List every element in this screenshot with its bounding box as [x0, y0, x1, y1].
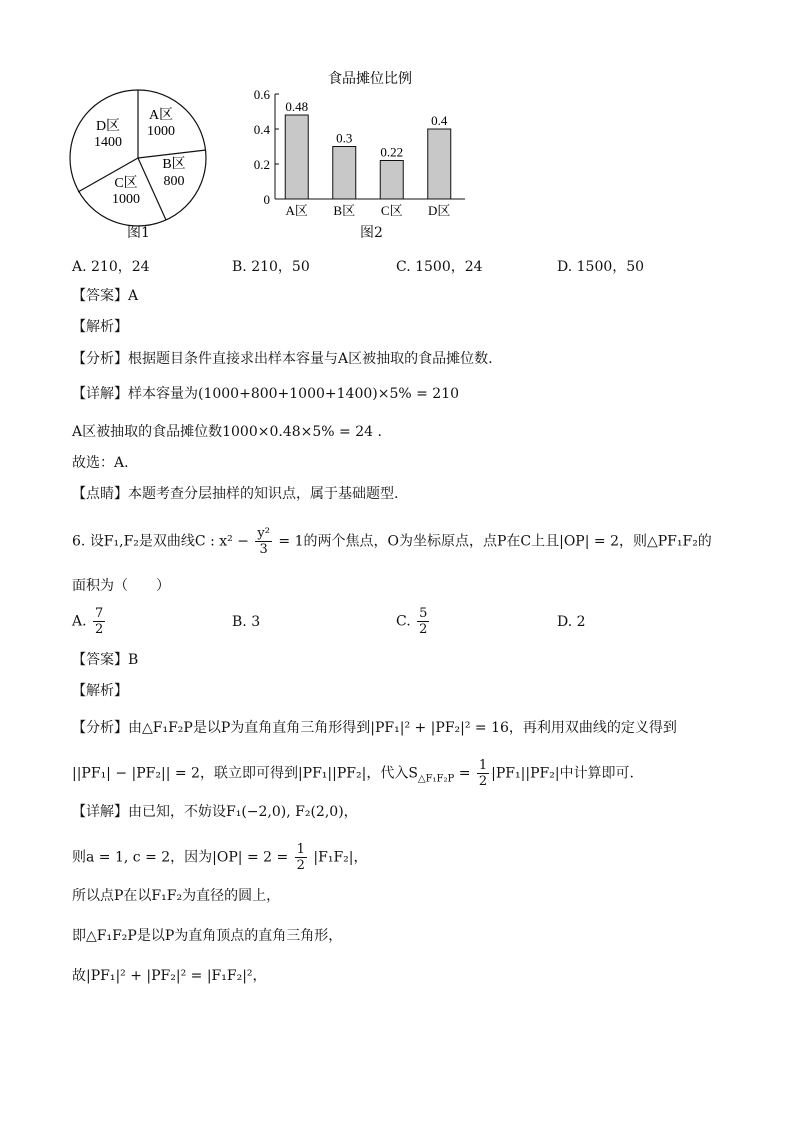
q6-fenxi-2 [72, 758, 634, 789]
y-tick-label: 0 [263, 192, 270, 207]
xiangjie-text-2a: 则a = 1, c = 2，因为|OP| = 2 = [72, 849, 289, 866]
x-category-label: C区 [380, 203, 403, 218]
fraction-numerator: 1 [296, 842, 305, 857]
y-tick-label: 0.2 [253, 157, 270, 172]
figure2-caption: 图2 [360, 225, 383, 241]
q6-option-d: D. 2 [557, 614, 586, 630]
fraction-numerator: 7 [95, 606, 104, 621]
q5-option-c: C. 1500，24 [396, 259, 483, 275]
fenxi-tag: 【分析】 [72, 720, 128, 736]
answer-tag: 【答案】 [72, 652, 128, 668]
fraction-numerator: 1 [478, 758, 488, 773]
q5-guxuan: 故选：A. [72, 455, 129, 471]
q6-number: 6. [72, 533, 86, 550]
figure1-caption: 图1 [127, 225, 150, 241]
q5-answer [72, 286, 138, 306]
bar [380, 161, 403, 200]
q6-option-c [396, 606, 431, 637]
fraction-denominator: 2 [478, 774, 488, 789]
q6-xiangjie-2 [72, 842, 368, 873]
x-category-label: B区 [333, 203, 356, 218]
q6-option-b: B. 3 [232, 614, 261, 630]
dianjing-tag: 【点睛】 [72, 486, 128, 502]
xiangjie-text-1: 由已知，不妨设F₁(−2,0), F₂(2,0)， [128, 804, 358, 820]
q5-analysis-heading [72, 317, 128, 337]
slice-c-label: C区 [114, 176, 138, 191]
fenxi-text-2b: |PF₁||PF₂|中计算即可. [491, 765, 634, 782]
xiangjie-tag: 【详解】 [72, 386, 128, 402]
analysis-tag: 【解析】 [72, 683, 128, 699]
q6-stem [72, 526, 712, 557]
fraction-numerator: 5 [419, 606, 428, 621]
bar [333, 147, 356, 200]
q6-analysis-heading [72, 681, 128, 701]
q5-option-d: D. 1500，50 [557, 259, 645, 275]
answer-tag: 【答案】 [72, 288, 128, 304]
q6-fenxi-1 [72, 718, 677, 738]
xiangjie-text-1: 样本容量为(1000+800+1000+1400)×5% = 210 [128, 386, 460, 402]
q6-stem-a: 设F₁,F₂是双曲线C : x² − [89, 533, 249, 550]
bar-chart-figure2 [240, 64, 480, 224]
xiangjie-fraction [295, 842, 307, 873]
q5-fenxi [72, 349, 493, 369]
q5-option-a: A. 210，24 [72, 259, 150, 275]
slice-c-value: 1000 [112, 192, 140, 207]
q6-xiangjie-5: 故|PF₁|² + |PF₂|² = |F₁F₂|²， [72, 968, 267, 984]
option-c-fraction [417, 606, 429, 637]
bar [428, 129, 451, 199]
slice-a-label: A区 [148, 108, 174, 123]
q5-option-b: B. 210，50 [232, 259, 310, 275]
answer-value: A [128, 288, 139, 304]
q6-stem-fraction [255, 526, 272, 557]
x-category-label: A区 [285, 203, 308, 218]
q6-xiangjie-1 [72, 802, 358, 822]
slice-d-value: 1400 [94, 135, 122, 150]
chart-title: 食品摊位比例 [328, 72, 412, 87]
fenxi-fraction [477, 758, 489, 789]
option-a-fraction [93, 606, 105, 637]
fraction-denominator: 2 [95, 622, 104, 637]
fraction-denominator: 2 [296, 858, 305, 873]
bar-data-label: 0.48 [285, 99, 309, 114]
bar-data-label: 0.3 [336, 130, 353, 146]
analysis-tag: 【解析】 [72, 319, 128, 335]
area-subscript: △F₁F₂P [417, 773, 455, 785]
bar-data-label: 0.4 [431, 113, 448, 128]
xiangjie-tag: 【详解】 [72, 804, 128, 820]
q6-answer [72, 650, 138, 670]
y-tick-label: 0.4 [253, 122, 270, 137]
slice-d-label: D区 [95, 119, 121, 134]
fenxi-text-2a: ||PF₁| − |PF₂|| = 2，联立即可得到|PF₁||PF₂|，代入S [72, 765, 418, 782]
option-a-prefix: A. [72, 613, 87, 630]
slice-a-value: 1000 [147, 124, 175, 139]
answer-value: B [128, 652, 139, 668]
option-c-prefix: C. [396, 613, 411, 630]
y-tick-label: 0.6 [253, 87, 270, 102]
fenxi-eq: = [454, 765, 475, 782]
q5-xiangjie-2: A区被抽取的食品摊位数1000×0.48×5% = 24 . [72, 424, 382, 440]
slice-b-value: 800 [163, 174, 185, 189]
pie-chart-figure1 [60, 80, 220, 240]
x-category-label: D区 [428, 203, 451, 218]
fenxi-tag: 【分析】 [72, 351, 128, 367]
bar-data-label: 0.22 [380, 144, 404, 160]
q6-xiangjie-3: 所以点P在以F₁F₂为直径的圆上， [72, 888, 281, 904]
fraction-numerator: y² [257, 526, 270, 541]
q5-xiangjie [72, 384, 459, 404]
q6-xiangjie-4: 即△F₁F₂P是以P为直角顶点的直角三角形， [72, 928, 343, 944]
fenxi-text: 根据题目条件直接求出样本容量与A区被抽取的食品摊位数. [128, 351, 493, 367]
fraction-denominator: 3 [259, 542, 268, 557]
fenxi-text-1: 由△F₁F₂P是以P为直角直角三角形得到|PF₁|² + |PF₂|² = 16，再利用双曲线的定义得到 [128, 720, 677, 736]
q6-option-a [72, 606, 107, 637]
dianjing-text: 本题考查分层抽样的知识点，属于基础题型. [128, 486, 399, 502]
bar [285, 115, 308, 199]
q6-stem-c: 面积为（ ） [72, 578, 170, 594]
fraction-denominator: 2 [419, 622, 428, 637]
slice-b-label: B区 [162, 157, 186, 172]
xiangjie-text-2b: |F₁F₂|， [313, 849, 368, 866]
q6-stem-b: = 1的两个焦点，O为坐标原点，点P在C上且|OP| = 2，则△PF₁F₂的 [278, 533, 712, 550]
q5-dianjing [72, 484, 398, 504]
